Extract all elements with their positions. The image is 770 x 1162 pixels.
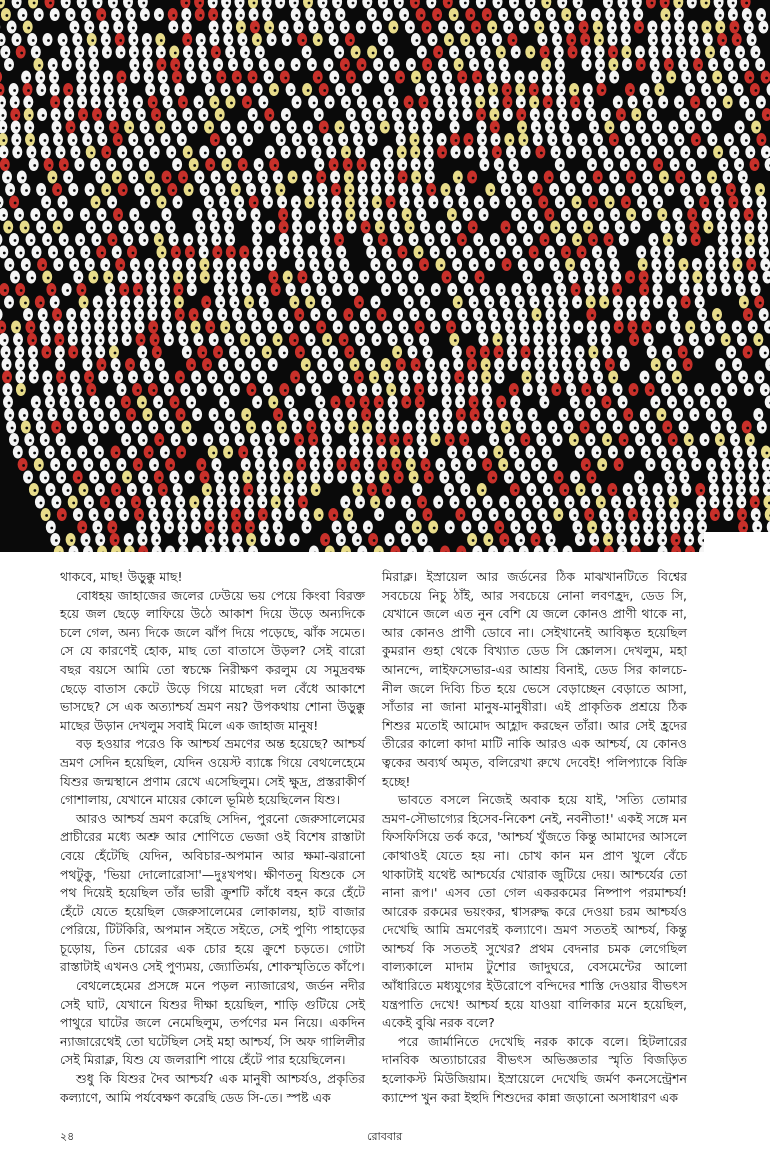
paragraph: বড় হওয়ার পরেও কি আশ্চর্য ভ্রমণের অন্ত হয়েছে? আশ্চর্য ভ্রমণ সেদিন হয়েছিল, যেদিন ওয়েস্ট ব্যাঙ্কে গিয়ে বেথলেহেমে যিশুর জন্মস্থানে প্রণাম রেখে এসেছিলুম। সেই ক্ষুদ্র, প্রস্তরাকীর্ণ গোশালায়, যেখানে মায়ের কোলে ভূমিষ্ঠ হয়েছিলেন যিশু।	[60, 736, 365, 808]
paragraph: ভাবতে বসলে নিজেই অবাক হয়ে যাই, 'সত্যি তোমার ভ্রমণ-সৌভাগ্যের হিসেব-নিকেশ নেই, নবনীতা!' একই সঙ্গে মন ফিসফিসিয়ে তর্ক করে, 'আশ্চর্য খুঁজতে কিন্তু আমাদের আসলে কোথাওই যেতে হয় না। চোখ কান মন প্রাণ খুলে বেঁচে থাকাটাই যথেষ্ট আশ্চর্যের খোরাক জুটিয়ে দেয়। আশ্চর্যের তো নানা রূপ।' এসব তো গেল একরকমের নিষ্পাপ পরমাশ্চর্য! আরেক রকমের ভয়ংকর, শ্বাসরুদ্ধ করে দেওয়া চরম আশ্চর্যও দেখেছি আমি ভ্রমণেরই কল্যাণে। ভ্রমণ সততই আশ্চর্য, কিন্তু আশ্চর্য কি সততই সুখের? প্রথম বেদনার চমক লেগেছিল বাল্যকালে মাদাম টুশোর জাদুঘরে, বেসমেন্টের আলো আঁধারিতে মধ্যযুগের ইউরোপে বন্দিদের শাস্তি দেওয়ার বীভৎস যন্ত্রপাতি দেখে! আশ্চর্য হয়ে যাওয়া বালিকার মনে হয়েছিল, একেই বুঝি নরক বলে?	[382, 792, 687, 1031]
paragraph: আরও আশ্চর্য ভ্রমণ করেছি সেদিন, পুরনো জেরুসালেমের প্রাচীরের মধ্যে অশ্রু আর শোণিতে ভেজা ওই বিশেষ রাস্তাটা বেয়ে হেঁটেছি যেদিন, অবিচার-অপমান আর ক্ষমা-ঝরানো পথটুকু, 'ভিয়া দোলোরোসা'—দুঃখপথ। ক্ষীণতনু যিশুকে সে পথ দিয়েই হয়েছিল তাঁর ভারী ক্রুশটি কাঁধে বহন করে হেঁটে হেঁটে যেতে হয়েছিল জেরুসালেমের লোকালয়, হাট বাজার পেরিয়ে, টিটকিরি, অপমান সইতে সইতে, সেই পুণ্যি পাহাড়ের চূড়োয়, তিন চোরের এক চোর হয়ে ক্রুশে চড়তে। গোটা রাস্তাটাই এখনও সেই পুণ্যময়, জ্যোতির্ময়, শোকস্মৃতিতে কাঁপে।	[60, 810, 365, 975]
paragraph: বেথলেহেমের প্রসঙ্গে মনে পড়ল ন্যাজারেথ, জর্ডন নদীর সেই ঘাট, যেখানে যিশুর দীক্ষা হয়েছিল, শাড়ি গুটিয়ে সেই পাথুরে ঘাটের জলে নেমেছিলুম, তর্পণের মন নিয়ে। একদিন ন্যাজারেথেই তো ঘটেছিল সেই মহা আশ্চর্য, সি অফ গালিলীর সেই মিরাক্ল, যিশু যে জলরাশি পায়ে হেঁটে পার হয়েছিলেন।	[60, 978, 365, 1068]
paragraph: বোধহয় জাহাজের জলের ঢেউয়ে ভয় পেয়ে কিংবা বিরক্ত হয়ে জল ছেড়ে লাফিয়ে উঠে আকাশ দিয়ে উড়ে অন্যদিকে চলে গেল, অন্য দিকে জলে ঝাঁপ দিয়ে পড়েছে, ঝাঁক সমেত। সে যে কারণেই হোক, মাছ তো বাতাসে উড়ল? সেই বারো বছর বয়সে আমি তো স্বচক্ষে নিরীক্ষণ করলুম যে সমুদ্রবক্ষ ছেড়ে বাতাস কেটে উড়ে গিয়ে মাছেরা দল বেঁধে আকাশে ভাসছে? সে এক অত্যাশ্চর্য ভ্রমণ নয়? উপকথায় শোনা উড়ুক্কু মাছের উড়ান দেখলুম সবাই মিলে এক জাহাজ মানুষ!	[60, 587, 365, 733]
paragraph: পরে জার্মানিতে দেখেছি নরক কাকে বলে। হিটলারের দানবিক অত্যাচারের বীভৎস অভিজ্ঞতার স্মৃতি বিজড়িত হলোকস্ট মিউজিয়াম। ইস্রায়েলে দেখেছি জর্মণ কনসেন্ট্রেশন ক্যাম্পে খুন করা ইহুদি শিশুদের কান্না জড়ানো অসাধারণ এক	[382, 1033, 687, 1105]
article-column-left	[60, 568, 365, 1107]
paragraph: শুধু কি যিশুর দৈব আশ্চর্য? এক মানুষী আশ্চর্যও, প্রকৃতির কল্যাণে, আমি পর্যবেক্ষণ করেছি ডেড সি-তে। স্পষ্ট এক	[60, 1071, 365, 1105]
magazine-name: রোববার	[367, 1130, 403, 1143]
paragraph: থাকবে, মাছ! উড়ুক্কু মাছ!	[60, 569, 183, 584]
abstract-pattern-artwork	[0, 0, 770, 552]
paragraph: মিরাক্ল। ইস্রায়েল আর জর্ডনের ঠিক মাঝখানটিতে বিশ্বের সবচেয়ে নিচু ঠাঁই, আর সবচেয়ে নোনা লবণহ্রদ, ডেড সি, যেখানে জলে এত নুন বেশি যে জলে কোনও প্রাণী থাকে না, আর কোনও প্রাণী ডোবে না। সেইখানেই আবিষ্কৃত হয়েছিল কুমরান গুহা থেকে বিখ্যাত ডেড সি স্ক্রোলস। দেখলুম, মহা আনন্দে, লাইফসেভার-এর আশ্রয় বিনাই, ডেড সির কালচে-নীল জলে দিব্যি চিত হয়ে ভেসে বেড়াচ্ছেন বেড়াতে আসা, সাঁতার না জানা মানুষ-মানুষীরা। এই প্রাকৃতিক প্রশ্রয়ে ঠিক শিশুর মতোই আমোদ আহ্লাদ করছেন তাঁরা। আর সেই হ্রদের তীরের কালো কাদা মাটি নাকি আরও এক আশ্চর্য, যে কোনও ত্বকের অব্যর্থ অমৃত, বলিরেখা রুখে দেবেই! পলিপ্যাকে বিক্রি হচ্ছে!	[382, 569, 687, 789]
page-number: ২৪	[60, 1130, 75, 1143]
article-column-right	[382, 568, 687, 1107]
